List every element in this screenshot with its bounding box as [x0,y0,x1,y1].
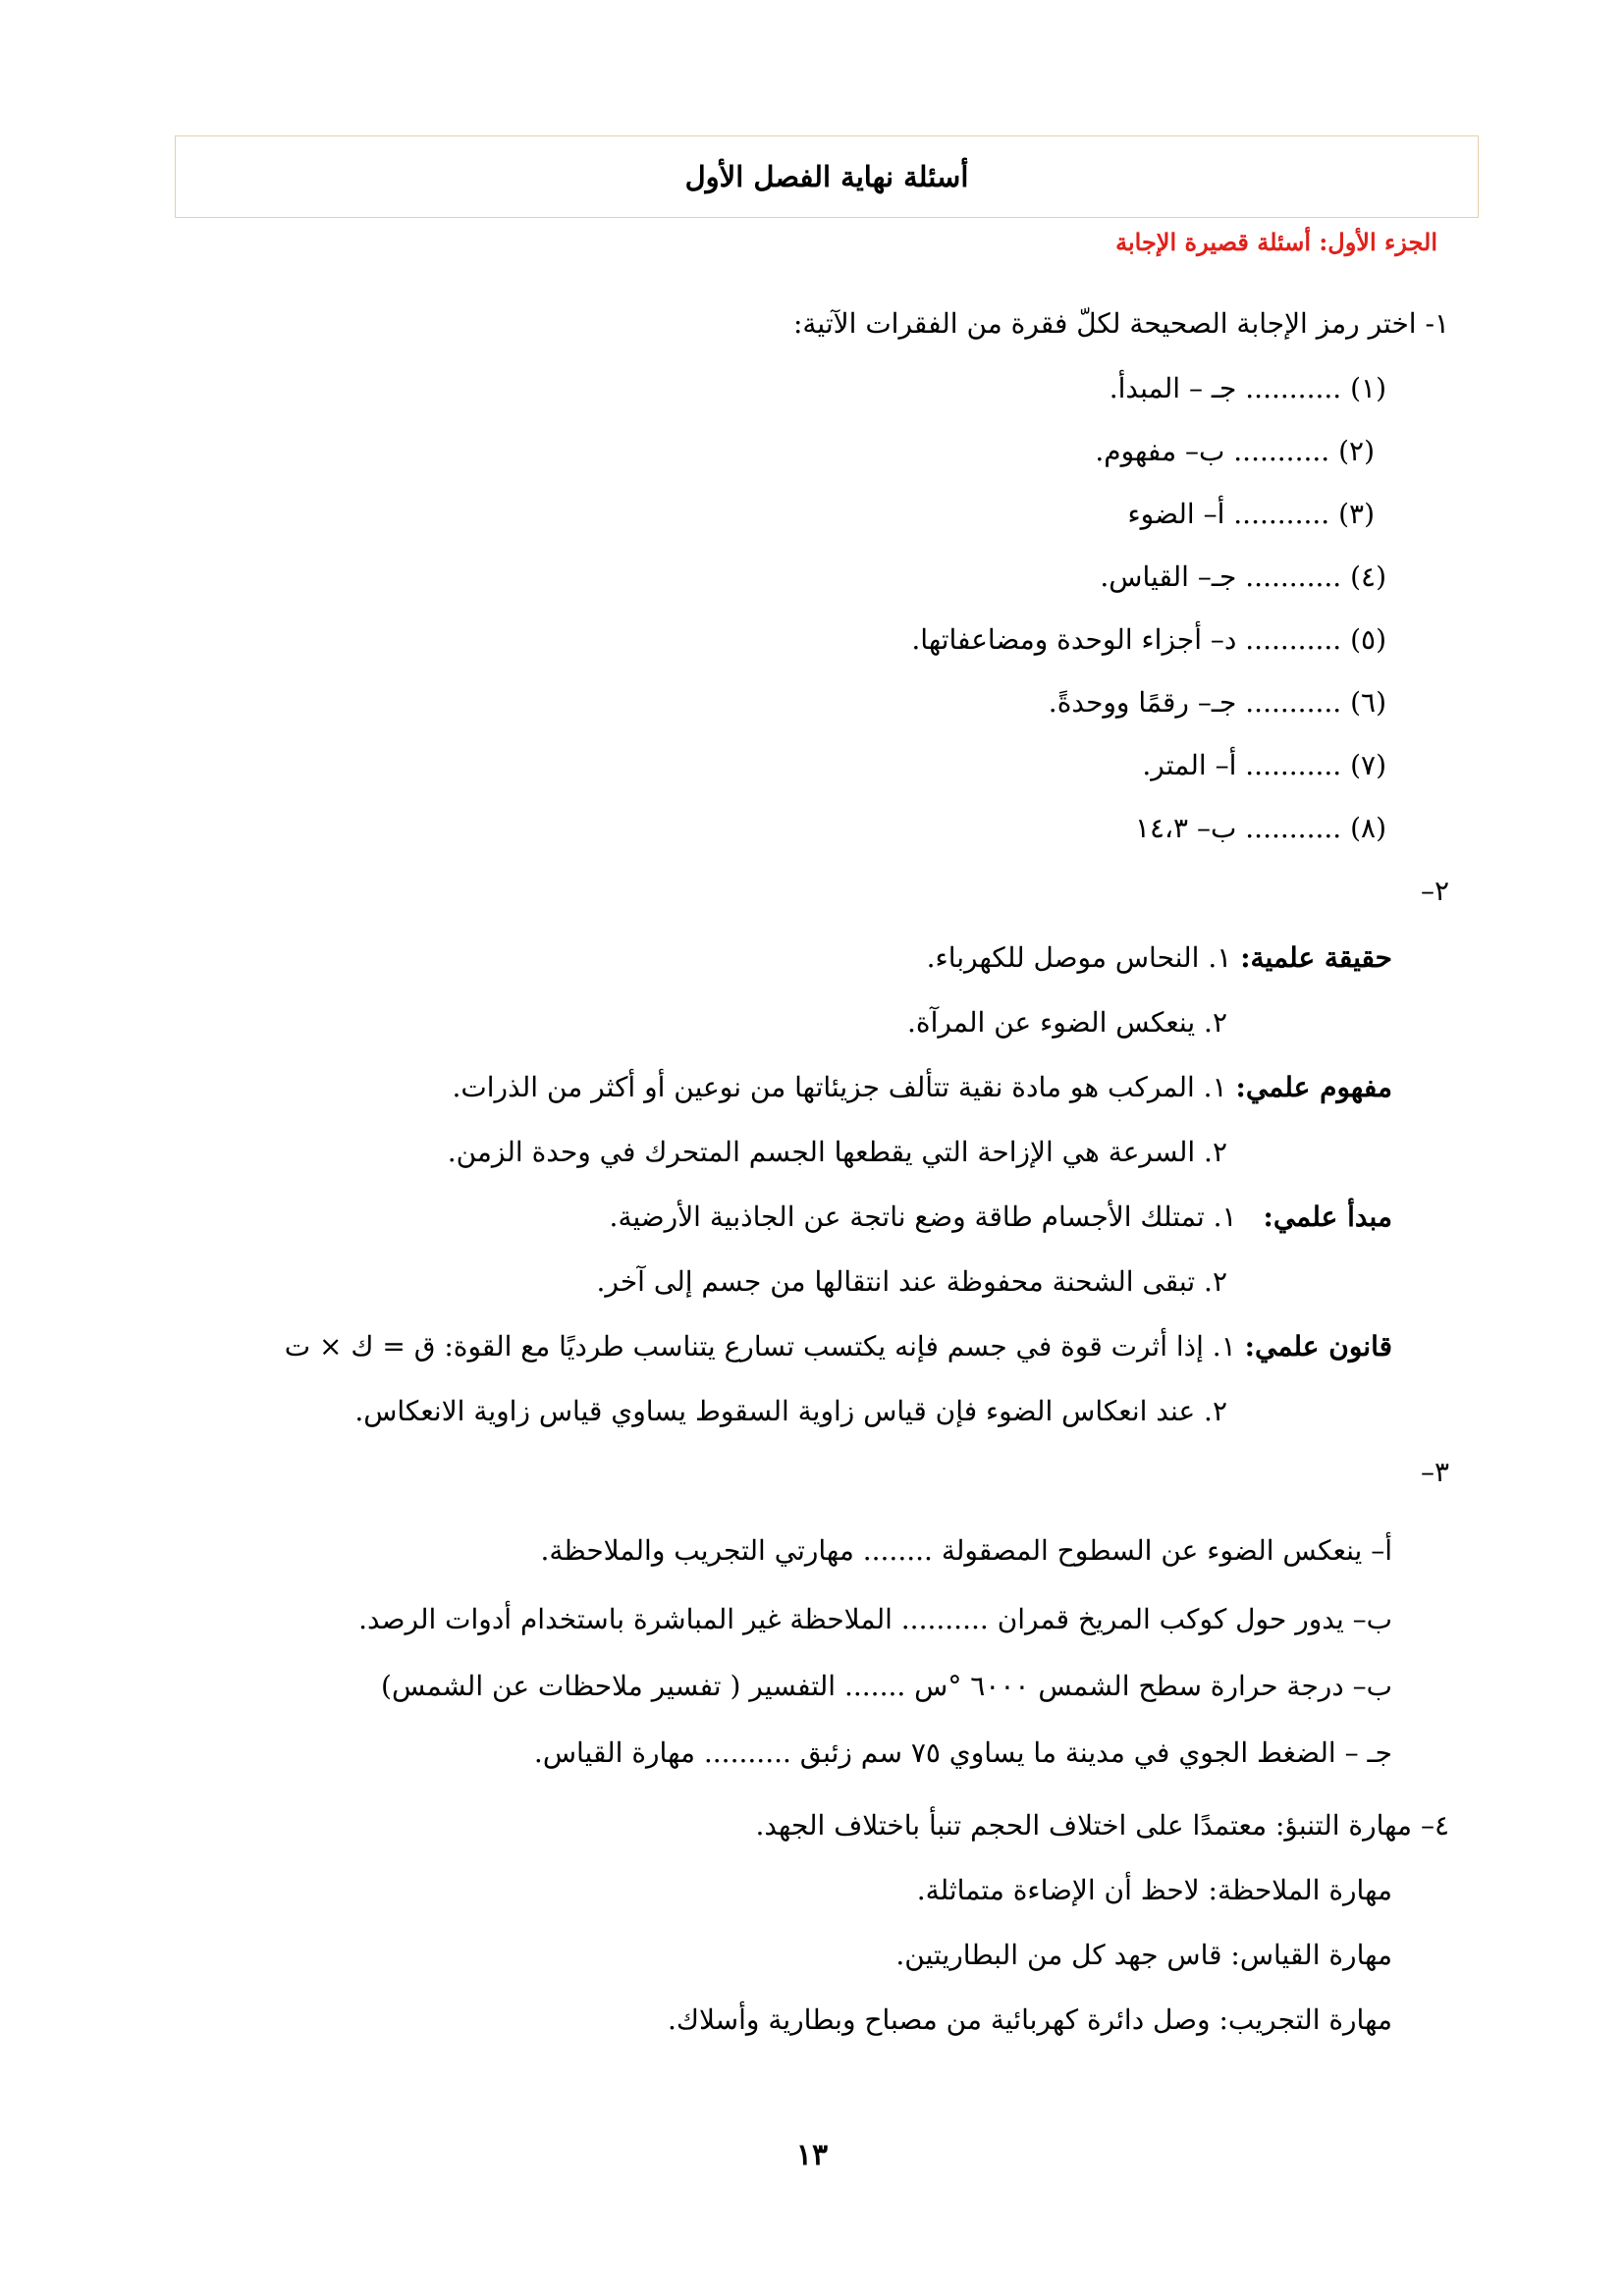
q1-item-7 [1142,749,1386,781]
q1-item-num: (٢) [1338,435,1375,467]
q1-item-5 [911,623,1386,656]
q4-line-4: مهارة التجريب: وصل دائرة كهربائية من مصباح وبطارية وأسلاك. [668,2003,1392,2036]
q1-item-answer: أ– الضوء [1127,498,1225,530]
q1-prompt: ١- اختر رمز الإجابة الصحيحة لكلّ فقرة من الفقرات الآتية: [792,307,1449,340]
q2-text: ١. إذا أثرت قوة في جسم فإنه يكتسب تسارع يتناسب طرديًا مع القوة: ق = ك × ت [284,1330,1236,1362]
q3-line-4: جـ – الضغط الجوي في مدينة ما يساوي ٧٥ سم زئبق .......... مهارة القياس. [533,1736,1392,1769]
q1-item-dots: ........... [1245,686,1342,719]
q3-label: ٣– [1420,1456,1449,1488]
q2-text: ١. تمتلك الأجسام طاقة وضع ناتجة عن الجاذبية الأرضية. [609,1201,1237,1233]
q1-item-answer: جـ – المبدأ. [1109,372,1237,404]
page-title: أسئلة نهاية الفصل الأول [684,160,969,193]
q1-item-answer: ب– ١٤،٣ [1134,812,1237,844]
q1-item-num: (٨) [1350,812,1386,844]
q1-item-answer: أ– المتر. [1142,749,1237,781]
q2-principle-line-1 [610,1203,1392,1231]
q1-item-num: (١) [1350,372,1386,404]
q1-item-dots: ........... [1245,623,1342,656]
q1-item-8 [1134,812,1386,844]
q1-item-dots: ........... [1233,498,1330,530]
q1-item-dots: ........... [1245,749,1342,781]
q2-heading-principle: مبدأ علمي: [1263,1201,1392,1233]
q1-item-num: (٣) [1338,498,1375,530]
title-box [175,135,1479,218]
q1-item-answer: د– أجزاء الوحدة ومضاعفاتها. [911,623,1237,656]
q2-principle-line-2: ٢. تبقى الشحنة محفوظة عند انتقالها من جسم إلى آخر. [596,1265,1227,1298]
q2-fact-line-1 [926,941,1392,974]
q2-concept-line-1 [452,1071,1393,1103]
q1-item-num: (٤) [1350,561,1386,593]
q1-item-3 [1127,498,1375,530]
q2-text: ١. المركب هو مادة نقية تتألف جزيئاتها من نوعين أو أكثر من الذرات. [452,1071,1227,1103]
q2-text: ١. النحاس موصل للكهرباء. [926,941,1232,974]
q2-concept-line-2: ٢. السرعة هي الإزاحة التي يقطعها الجسم المتحرك في وحدة الزمن. [447,1136,1227,1168]
q2-law-line-1 [284,1330,1392,1362]
q1-item-1 [1109,372,1386,404]
q1-item-dots: ........... [1245,561,1342,593]
q1-item-dots: ........... [1245,812,1342,844]
section-heading: الجزء الأول: أسئلة قصيرة الإجابة [1115,228,1437,256]
q1-item-answer: ب– مفهوم. [1095,435,1225,467]
q2-label: ٢– [1420,875,1449,907]
q3-line-1: أ– ينعكس الضوء عن السطوح المصقولة ........ مهارتي التجريب والملاحظة. [540,1534,1392,1567]
q1-item-num: (٦) [1350,686,1386,719]
q2-heading-law: قانون علمي: [1244,1330,1392,1362]
page-number: ١٣ [795,2138,829,2172]
q1-item-2 [1095,435,1375,467]
q1-item-num: (٥) [1350,623,1386,656]
q2-heading-fact: حقيقة علمية: [1240,941,1392,974]
q1-item-answer: جـ– رقمًا ووحدةً. [1048,686,1237,719]
q4-line-2: مهارة الملاحظة: لاحظ أن الإضاءة متماثلة. [916,1874,1392,1906]
q3-line-2: ب– يدور حول كوكب المريخ قمران .......... الملاحظة غير المباشرة باستخدام أدوات الرصد. [358,1603,1392,1635]
q3-line-3: ب– درجة حرارة سطح الشمس ٦٠٠٠ °س ....... التفسير ( تفسير ملاحظات عن الشمس) [381,1670,1392,1702]
q4-line-1: ٤– مهارة التنبؤ: معتمدًا على اختلاف الحجم تنبأ باختلاف الجهد. [755,1809,1449,1842]
q1-item-answer: جـ– القياس. [1100,561,1237,593]
q4-line-3: مهارة القياس: قاس جهد كل من البطاريتين. [895,1939,1392,1971]
q1-item-4 [1100,563,1386,591]
q1-item-dots: ........... [1245,372,1342,404]
q1-item-6 [1048,686,1386,719]
q2-fact-line-2: ٢. ينعكس الضوء عن المرآة. [907,1006,1227,1039]
q2-law-line-2: ٢. عند انعكاس الضوء فإن قياس زاوية السقوط يساوي قياس زاوية الانعكاس. [354,1395,1227,1427]
q1-item-num: (٧) [1350,749,1386,781]
q2-heading-concept: مفهوم علمي: [1235,1071,1392,1103]
q1-item-dots: ........... [1233,435,1330,467]
